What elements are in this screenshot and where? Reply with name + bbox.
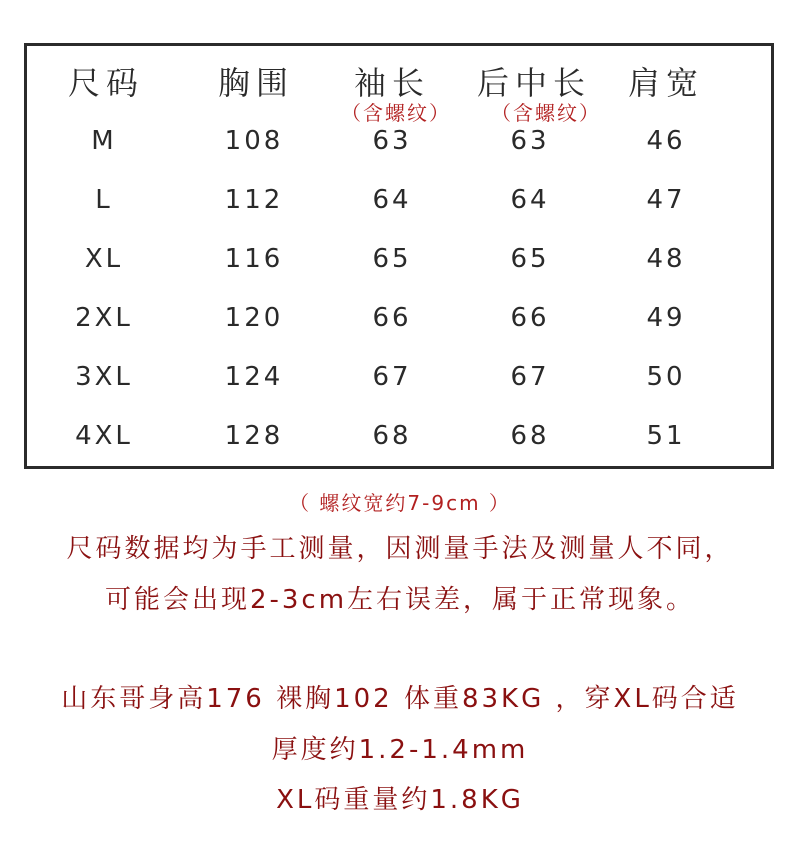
header-size: 尺码 bbox=[67, 64, 145, 102]
table-row bbox=[0, 185, 800, 225]
weight-note: XL码重量约1.8KG bbox=[276, 785, 524, 815]
subheader-back-rib: （含螺纹） bbox=[491, 101, 601, 125]
sleeve-cell: 63 bbox=[372, 126, 412, 156]
chest-cell: 116 bbox=[224, 244, 284, 274]
back-length-cell: 65 bbox=[510, 244, 550, 274]
subheader-sleeve-rib: （含螺纹） bbox=[341, 101, 451, 125]
table-row bbox=[0, 362, 800, 402]
shoulder-cell: 47 bbox=[646, 185, 686, 215]
back-length-cell: 67 bbox=[510, 362, 550, 392]
sleeve-cell: 64 bbox=[372, 185, 412, 215]
back-length-cell: 66 bbox=[510, 303, 550, 333]
rib-width-note: （ 螺纹宽约7-9cm ） bbox=[289, 491, 511, 515]
table-row bbox=[0, 244, 800, 284]
shoulder-cell: 48 bbox=[646, 244, 686, 274]
shoulder-cell: 46 bbox=[646, 126, 686, 156]
chest-cell: 112 bbox=[224, 185, 284, 215]
shoulder-cell: 51 bbox=[646, 421, 686, 451]
back-length-cell: 64 bbox=[510, 185, 550, 215]
size-cell: 2XL bbox=[75, 303, 133, 333]
chest-cell: 120 bbox=[224, 303, 284, 333]
table-row bbox=[0, 126, 800, 166]
size-cell: L bbox=[95, 185, 113, 215]
thickness-note: 厚度约1.2-1.4mm bbox=[271, 735, 529, 765]
chest-cell: 128 bbox=[224, 421, 284, 451]
sleeve-cell: 66 bbox=[372, 303, 412, 333]
chest-cell: 108 bbox=[224, 126, 284, 156]
size-cell: M bbox=[91, 126, 117, 156]
back-length-cell: 63 bbox=[510, 126, 550, 156]
header-sleeve-length: 袖长 bbox=[353, 64, 431, 102]
table-row bbox=[0, 421, 800, 461]
table-row bbox=[0, 303, 800, 343]
model-info: 山东哥身高176 裸胸102 体重83KG ，穿XL码合适 bbox=[61, 684, 739, 714]
chest-cell: 124 bbox=[224, 362, 284, 392]
size-cell: 3XL bbox=[75, 362, 133, 392]
header-chest: 胸围 bbox=[217, 64, 295, 102]
size-cell: XL bbox=[84, 244, 124, 274]
disclaimer-line-1: 尺码数据均为手工测量，因测量手法及测量人不同， bbox=[66, 534, 734, 564]
back-length-cell: 68 bbox=[510, 421, 550, 451]
disclaimer-line-2: 可能会出现2-3cm左右误差，属于正常现象。 bbox=[104, 585, 696, 615]
sleeve-cell: 68 bbox=[372, 421, 412, 451]
sleeve-cell: 65 bbox=[372, 244, 412, 274]
sleeve-cell: 67 bbox=[372, 362, 412, 392]
shoulder-cell: 49 bbox=[646, 303, 686, 333]
size-cell: 4XL bbox=[75, 421, 133, 451]
header-shoulder-width: 肩宽 bbox=[627, 64, 705, 102]
shoulder-cell: 50 bbox=[646, 362, 686, 392]
header-back-length: 后中长 bbox=[476, 64, 592, 102]
